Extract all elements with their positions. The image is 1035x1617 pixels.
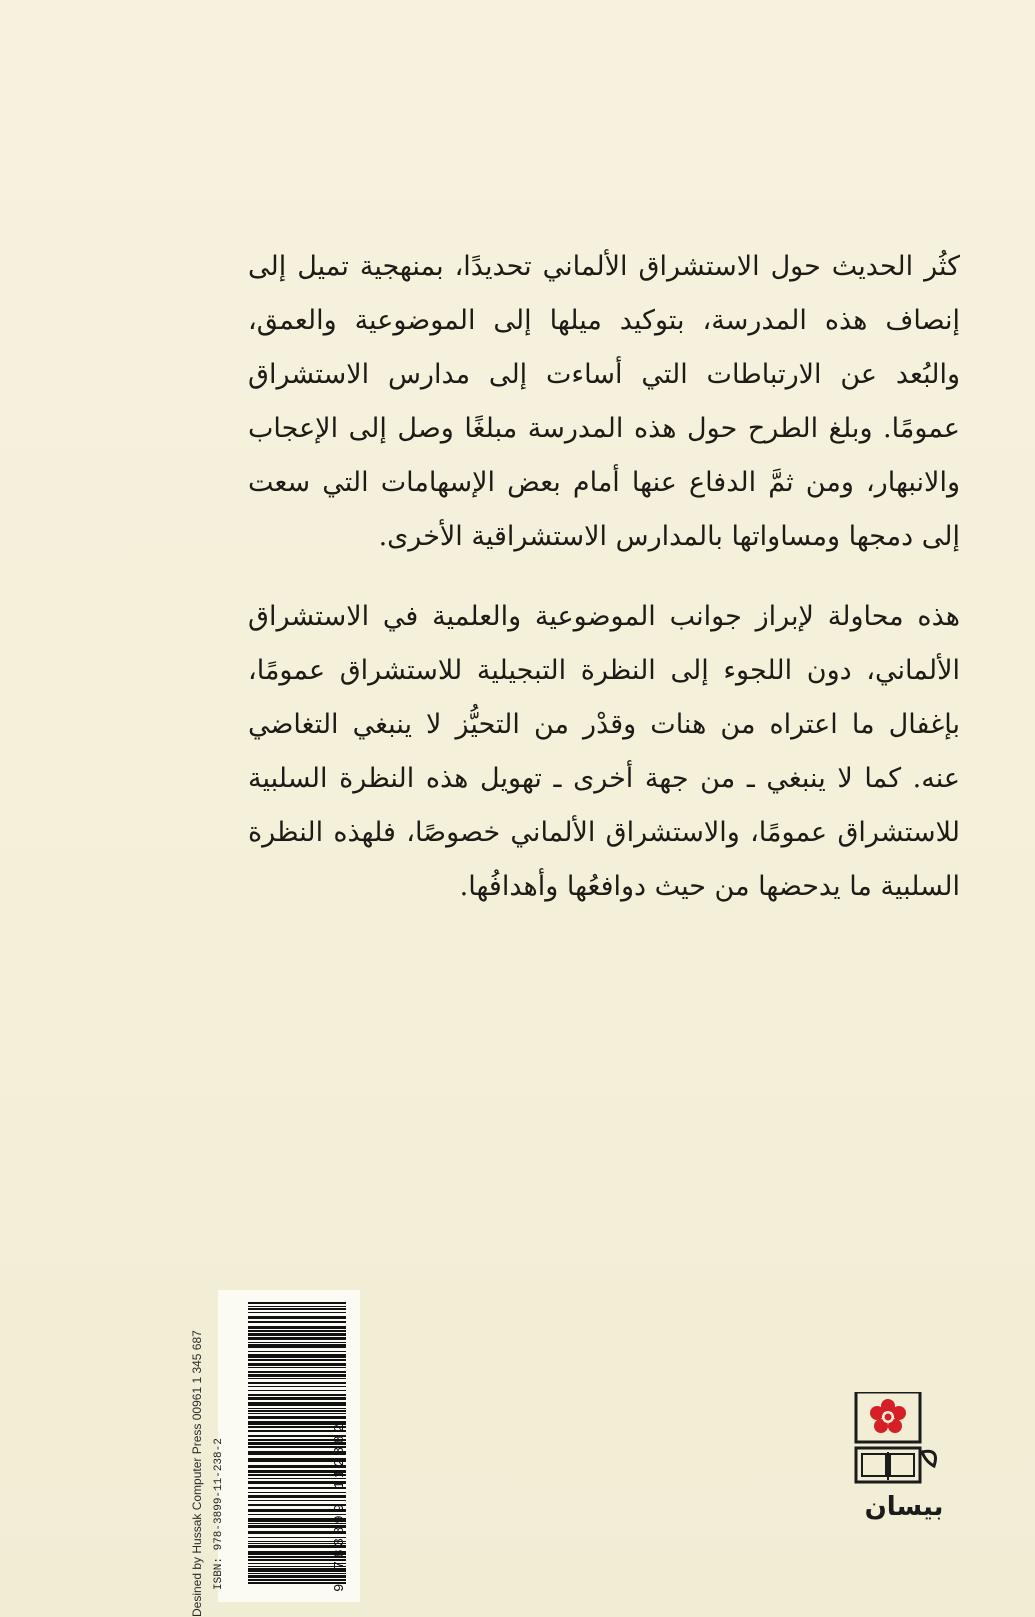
blurb-paragraph-2: هذه محاولة لإبراز جوانب الموضوعية والعلمية في الاستشراق الألماني، دون اللجوء إلى النظرة التبجيلية للاستشراق عمومًا، بإغفال ما اعتراه من هنات وقدْر من التحيُّز لا ينبغي التغاضي عنه. كما لا ينبغي ـ من جهة أخرى ـ تهويل هذه النظرة السلبية للاستشراق عمومًا، والاستشراق الألماني خصوصًا، فلهذه النظرة السلبية ما يدحضها من حيث دوافعُها وأهدافُها. (248, 601, 960, 902)
publisher-name: بيسان (864, 1492, 944, 1522)
blurb-paragraph-1: كثُر الحديث حول الاستشراق الألماني تحديدًا، بمنهجية تميل إلى إنصاف هذه المدرسة، بتوكيد ميلها إلى الموضوعية والعمق، والبُعد عن الارتباطات التي أساءت إلى مدارس الاستشراق عمومًا. وبلغ الطرح حول هذه المدرسة مبلغًا وصل إلى الإعجاب والانبهار، ومن ثمَّ الدفاع عنها أمام بعض الإسهامات التي سعت إلى دمجها ومساواتها بالمدارس الاستشراقية الأخرى. (248, 251, 960, 552)
isbn-label: ISBN: 978-3899-11-238-2 (213, 1438, 225, 1590)
barcode-digits: 9 783899 112382 (332, 1420, 348, 1592)
designer-credit: Desined by Hussak Computer Press 00961 1 345 687 (190, 1330, 204, 1617)
blurb-text (248, 240, 960, 914)
